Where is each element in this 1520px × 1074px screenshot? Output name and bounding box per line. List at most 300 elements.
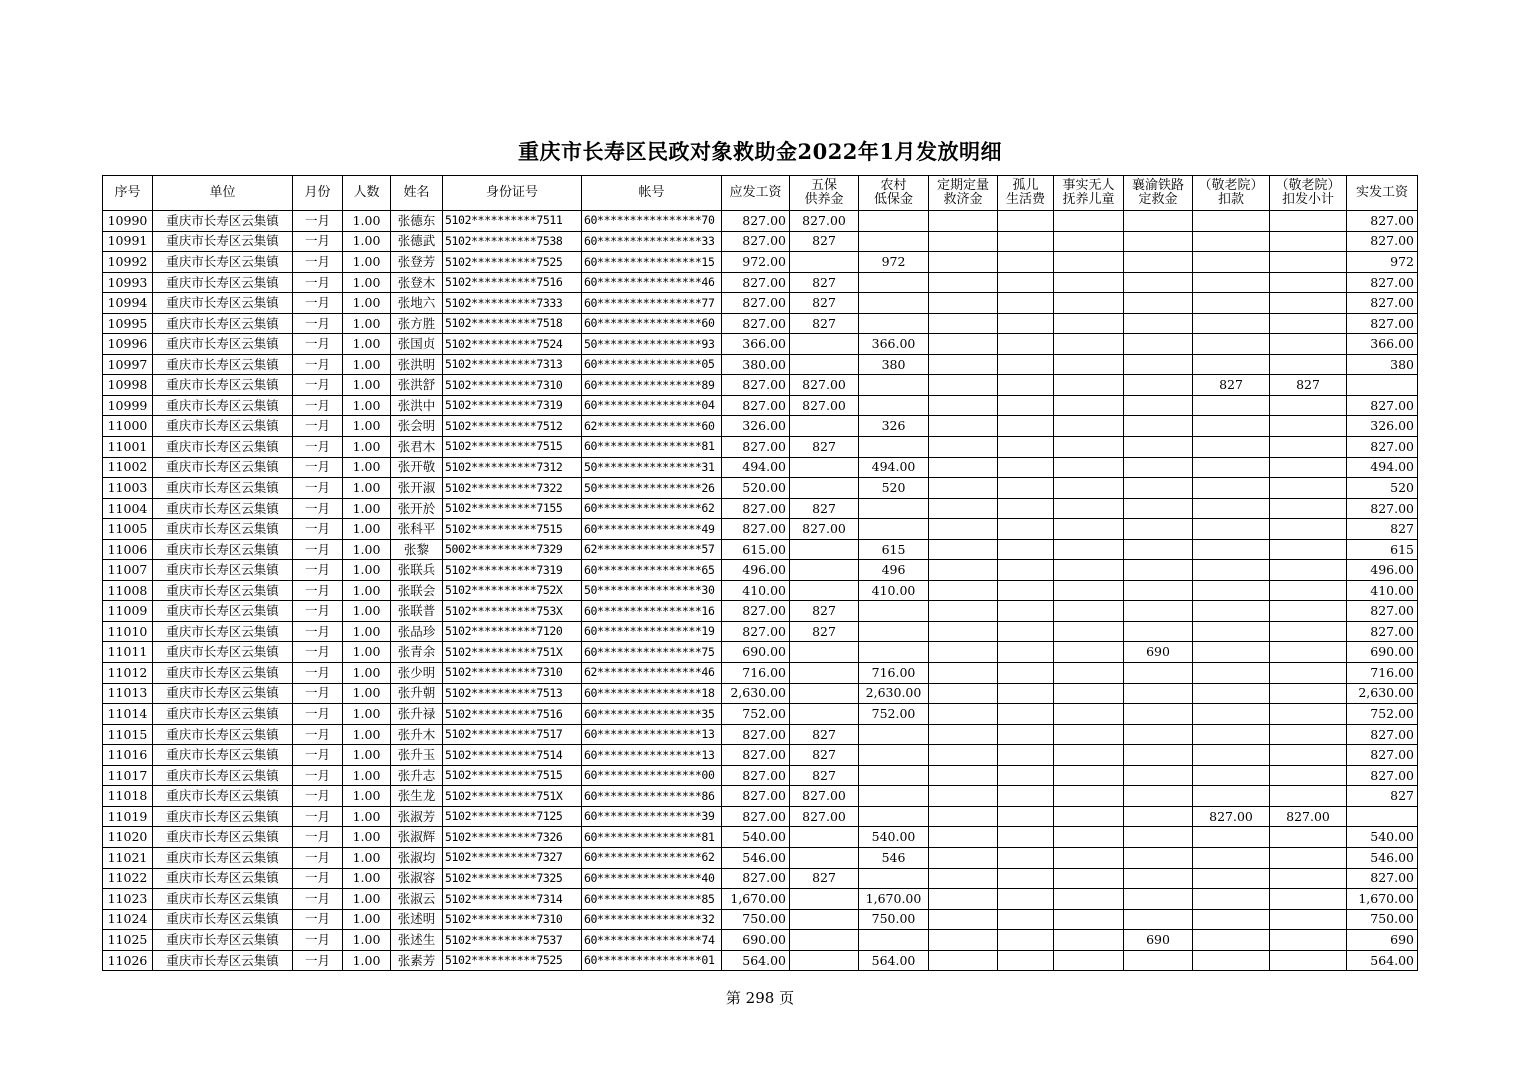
col-name-cell: 张科平 <box>391 519 443 540</box>
col-payable-cell: 827.00 <box>722 231 790 252</box>
col-name-cell: 张淑辉 <box>391 827 443 848</box>
col-fixed-relief-cell <box>929 272 998 293</box>
col-count-cell: 1.00 <box>343 704 391 725</box>
col-seq-cell: 11018 <box>103 786 153 807</box>
col-fixed-relief-cell <box>929 909 998 930</box>
col-seq-cell: 11008 <box>103 580 153 601</box>
col-id-number-cell: 5102**********7313 <box>443 354 582 375</box>
col-name-cell: 张联普 <box>391 601 443 622</box>
col-account-cell: 60****************81 <box>582 827 722 848</box>
col-wubao-cell: 827 <box>790 313 859 334</box>
col-nursing-deduct-cell <box>1193 293 1270 314</box>
col-nursing-deduct-cell <box>1193 231 1270 252</box>
col-nursing-deduct-cell <box>1193 868 1270 889</box>
col-nursing-subtotal-cell <box>1270 704 1347 725</box>
col-wubao-cell: 827 <box>790 765 859 786</box>
col-unit-cell: 重庆市长寿区云集镇 <box>153 437 293 458</box>
col-month-cell: 一月 <box>293 745 343 766</box>
col-rural-dibao-cell: 972 <box>859 252 929 273</box>
col-rural-dibao-cell <box>859 765 929 786</box>
col-rural-dibao-cell <box>859 786 929 807</box>
col-payable-cell: 380.00 <box>722 354 790 375</box>
col-wubao-cell: 827.00 <box>790 519 859 540</box>
col-account-cell: 60****************89 <box>582 375 722 396</box>
col-name-cell: 张洪舒 <box>391 375 443 396</box>
col-month-cell: 一月 <box>293 457 343 478</box>
table-row <box>103 663 1418 684</box>
col-actual-pay-cell: 1,670.00 <box>1347 889 1418 910</box>
col-name-cell: 张君木 <box>391 437 443 458</box>
col-wubao-cell <box>790 683 859 704</box>
col-de-facto-orphan-cell <box>1054 642 1124 663</box>
col-fixed-relief-cell <box>929 704 998 725</box>
col-actual-pay-cell: 827.00 <box>1347 272 1418 293</box>
col-count-header: 人数 <box>343 176 391 211</box>
col-nursing-deduct-cell <box>1193 765 1270 786</box>
col-name-cell: 张述明 <box>391 909 443 930</box>
col-unit-cell: 重庆市长寿区云集镇 <box>153 457 293 478</box>
col-nursing-subtotal-cell <box>1270 211 1347 232</box>
col-id-number-cell: 5002**********7329 <box>443 539 582 560</box>
col-id-number-cell: 5102**********7125 <box>443 806 582 827</box>
table-row <box>103 560 1418 581</box>
col-payable-cell: 827.00 <box>722 272 790 293</box>
col-nursing-subtotal-cell <box>1270 827 1347 848</box>
col-month-cell: 一月 <box>293 663 343 684</box>
col-rural-dibao-cell: 2,630.00 <box>859 683 929 704</box>
col-payable-cell: 564.00 <box>722 950 790 971</box>
col-de-facto-orphan-cell <box>1054 601 1124 622</box>
col-seq-cell: 11025 <box>103 930 153 951</box>
col-month-header: 月份 <box>293 176 343 211</box>
col-actual-pay-cell <box>1347 806 1418 827</box>
col-count-cell: 1.00 <box>343 539 391 560</box>
col-count-cell: 1.00 <box>343 765 391 786</box>
col-fixed-relief-cell <box>929 231 998 252</box>
col-name-cell: 张黎 <box>391 539 443 560</box>
col-actual-pay-cell: 520 <box>1347 478 1418 499</box>
col-nursing-deduct-cell: 827.00 <box>1193 806 1270 827</box>
col-fixed-relief-cell <box>929 601 998 622</box>
table-row <box>103 930 1418 951</box>
col-count-cell: 1.00 <box>343 724 391 745</box>
col-month-cell: 一月 <box>293 601 343 622</box>
col-name-cell: 张德东 <box>391 211 443 232</box>
col-rural-dibao-cell <box>859 601 929 622</box>
col-actual-pay-cell: 827.00 <box>1347 498 1418 519</box>
col-fixed-relief-cell <box>929 354 998 375</box>
col-month-cell: 一月 <box>293 642 343 663</box>
col-payable-cell: 827.00 <box>722 745 790 766</box>
col-railway-relief-cell <box>1124 519 1193 540</box>
col-nursing-subtotal-cell <box>1270 909 1347 930</box>
col-account-cell: 60****************75 <box>582 642 722 663</box>
col-nursing-deduct-cell <box>1193 560 1270 581</box>
col-name-cell: 张素芳 <box>391 950 443 971</box>
col-rural-dibao-cell: 520 <box>859 478 929 499</box>
col-orphan-cell <box>998 519 1054 540</box>
col-nursing-deduct-cell <box>1193 519 1270 540</box>
col-fixed-relief-cell <box>929 847 998 868</box>
col-account-cell: 60****************49 <box>582 519 722 540</box>
col-payable-cell: 520.00 <box>722 478 790 499</box>
col-wubao-cell: 827 <box>790 868 859 889</box>
col-name-cell: 张洪明 <box>391 354 443 375</box>
col-id-number-cell: 5102**********7310 <box>443 909 582 930</box>
col-id-number-cell: 5102**********7511 <box>443 211 582 232</box>
col-rural-dibao-cell: 410.00 <box>859 580 929 601</box>
col-orphan-cell <box>998 930 1054 951</box>
col-unit-cell: 重庆市长寿区云集镇 <box>153 930 293 951</box>
col-orphan-header: 孤儿 生活费 <box>998 176 1054 211</box>
col-de-facto-orphan-cell <box>1054 334 1124 355</box>
col-nursing-subtotal-cell <box>1270 313 1347 334</box>
col-actual-pay-cell: 546.00 <box>1347 847 1418 868</box>
col-payable-cell: 615.00 <box>722 539 790 560</box>
col-fixed-relief-cell <box>929 293 998 314</box>
col-payable-cell: 752.00 <box>722 704 790 725</box>
col-orphan-cell <box>998 580 1054 601</box>
table-row <box>103 334 1418 355</box>
col-month-cell: 一月 <box>293 786 343 807</box>
col-unit-cell: 重庆市长寿区云集镇 <box>153 909 293 930</box>
col-fixed-relief-cell <box>929 457 998 478</box>
col-id-number-cell: 5102**********7515 <box>443 765 582 786</box>
col-id-number-cell: 5102**********7513 <box>443 683 582 704</box>
col-actual-pay-cell: 827.00 <box>1347 395 1418 416</box>
col-id-number-cell: 5102**********7310 <box>443 663 582 684</box>
col-railway-relief-cell <box>1124 272 1193 293</box>
col-railway-relief-cell <box>1124 950 1193 971</box>
col-nursing-subtotal-cell <box>1270 354 1347 375</box>
col-name-cell: 张国贞 <box>391 334 443 355</box>
col-seq-cell: 10995 <box>103 313 153 334</box>
col-orphan-cell <box>998 889 1054 910</box>
col-month-cell: 一月 <box>293 930 343 951</box>
col-wubao-cell: 827 <box>790 293 859 314</box>
table-row <box>103 868 1418 889</box>
col-railway-relief-cell <box>1124 293 1193 314</box>
col-account-cell: 60****************77 <box>582 293 722 314</box>
col-rural-dibao-cell <box>859 745 929 766</box>
col-orphan-cell <box>998 806 1054 827</box>
col-id-number-cell: 5102**********7525 <box>443 252 582 273</box>
col-actual-pay-header: 实发工资 <box>1347 176 1418 211</box>
col-orphan-cell <box>998 478 1054 499</box>
col-de-facto-orphan-cell <box>1054 724 1124 745</box>
col-count-cell: 1.00 <box>343 580 391 601</box>
col-account-cell: 60****************40 <box>582 868 722 889</box>
col-nursing-subtotal-header: （敬老院） 扣发小计 <box>1270 176 1347 211</box>
col-wubao-cell: 827.00 <box>790 375 859 396</box>
col-de-facto-orphan-cell <box>1054 663 1124 684</box>
document-title: 重庆市长寿区民政对象救助金2022年1月发放明细 <box>517 139 1003 164</box>
col-seq-cell: 11012 <box>103 663 153 684</box>
col-seq-cell: 11016 <box>103 745 153 766</box>
col-rural-dibao-cell <box>859 272 929 293</box>
col-railway-relief-cell <box>1124 478 1193 499</box>
col-account-cell: 60****************16 <box>582 601 722 622</box>
col-actual-pay-cell <box>1347 375 1418 396</box>
table-row <box>103 745 1418 766</box>
col-name-cell: 张淑芳 <box>391 806 443 827</box>
col-seq-cell: 11013 <box>103 683 153 704</box>
col-nursing-subtotal-cell <box>1270 252 1347 273</box>
col-rural-dibao-cell: 750.00 <box>859 909 929 930</box>
col-month-cell: 一月 <box>293 293 343 314</box>
col-de-facto-orphan-cell <box>1054 868 1124 889</box>
col-rural-dibao-cell <box>859 395 929 416</box>
col-account-cell: 60****************60 <box>582 313 722 334</box>
col-name-cell: 张升木 <box>391 724 443 745</box>
col-unit-cell: 重庆市长寿区云集镇 <box>153 375 293 396</box>
table-row <box>103 252 1418 273</box>
col-nursing-deduct-cell <box>1193 437 1270 458</box>
col-count-cell: 1.00 <box>343 252 391 273</box>
col-fixed-relief-cell <box>929 621 998 642</box>
col-account-cell: 62****************46 <box>582 663 722 684</box>
col-payable-cell: 690.00 <box>722 930 790 951</box>
col-payable-cell: 827.00 <box>722 601 790 622</box>
col-payable-cell: 827.00 <box>722 806 790 827</box>
col-fixed-relief-cell <box>929 334 998 355</box>
col-month-cell: 一月 <box>293 519 343 540</box>
col-nursing-deduct-cell <box>1193 457 1270 478</box>
col-count-cell: 1.00 <box>343 621 391 642</box>
col-nursing-deduct-cell <box>1193 211 1270 232</box>
col-de-facto-orphan-cell <box>1054 889 1124 910</box>
col-orphan-cell <box>998 272 1054 293</box>
col-account-cell: 60****************39 <box>582 806 722 827</box>
col-wubao-cell: 827 <box>790 745 859 766</box>
col-railway-relief-cell <box>1124 765 1193 786</box>
col-name-cell: 张开於 <box>391 498 443 519</box>
col-name-cell: 张洪中 <box>391 395 443 416</box>
col-orphan-cell <box>998 457 1054 478</box>
col-de-facto-orphan-cell <box>1054 395 1124 416</box>
page-number: 第 298 页 <box>725 989 795 1007</box>
col-seq-cell: 11005 <box>103 519 153 540</box>
col-nursing-deduct-cell <box>1193 601 1270 622</box>
col-wubao-cell <box>790 663 859 684</box>
col-unit-cell: 重庆市长寿区云集镇 <box>153 498 293 519</box>
col-nursing-subtotal-cell <box>1270 601 1347 622</box>
col-payable-cell: 827.00 <box>722 313 790 334</box>
col-nursing-deduct-cell <box>1193 354 1270 375</box>
col-id-number-cell: 5102**********7120 <box>443 621 582 642</box>
col-wubao-cell: 827 <box>790 231 859 252</box>
col-name-cell: 张淑均 <box>391 847 443 868</box>
col-name-cell: 张会明 <box>391 416 443 437</box>
table-row <box>103 231 1418 252</box>
table-row <box>103 909 1418 930</box>
col-rural-dibao-cell <box>859 930 929 951</box>
col-seq-cell: 11024 <box>103 909 153 930</box>
table-row <box>103 416 1418 437</box>
col-name-cell: 张开敬 <box>391 457 443 478</box>
col-month-cell: 一月 <box>293 539 343 560</box>
col-nursing-subtotal-cell <box>1270 868 1347 889</box>
col-name-cell: 张开淑 <box>391 478 443 499</box>
col-railway-relief-cell <box>1124 806 1193 827</box>
table-row <box>103 889 1418 910</box>
col-month-cell: 一月 <box>293 765 343 786</box>
col-nursing-deduct-cell: 827 <box>1193 375 1270 396</box>
col-id-number-header: 身份证号 <box>443 176 582 211</box>
col-nursing-deduct-cell <box>1193 786 1270 807</box>
col-nursing-deduct-cell <box>1193 621 1270 642</box>
col-month-cell: 一月 <box>293 683 343 704</box>
col-nursing-subtotal-cell <box>1270 539 1347 560</box>
col-de-facto-orphan-cell <box>1054 847 1124 868</box>
col-rural-dibao-cell <box>859 231 929 252</box>
col-railway-relief-cell <box>1124 786 1193 807</box>
col-fixed-relief-cell <box>929 211 998 232</box>
col-de-facto-orphan-cell <box>1054 437 1124 458</box>
col-count-cell: 1.00 <box>343 745 391 766</box>
col-nursing-subtotal-cell <box>1270 272 1347 293</box>
table-row <box>103 375 1418 396</box>
col-rural-dibao-header: 农村 低保金 <box>859 176 929 211</box>
col-nursing-subtotal-cell <box>1270 765 1347 786</box>
col-unit-cell: 重庆市长寿区云集镇 <box>153 601 293 622</box>
col-actual-pay-cell: 827.00 <box>1347 621 1418 642</box>
table-body <box>103 211 1418 971</box>
col-id-number-cell: 5102**********7155 <box>443 498 582 519</box>
col-account-cell: 60****************05 <box>582 354 722 375</box>
col-de-facto-orphan-cell <box>1054 519 1124 540</box>
col-unit-cell: 重庆市长寿区云集镇 <box>153 806 293 827</box>
col-payable-cell: 494.00 <box>722 457 790 478</box>
col-id-number-cell: 5102**********7333 <box>443 293 582 314</box>
col-wubao-cell: 827 <box>790 621 859 642</box>
col-nursing-deduct-cell <box>1193 827 1270 848</box>
col-unit-cell: 重庆市长寿区云集镇 <box>153 827 293 848</box>
col-rural-dibao-cell <box>859 519 929 540</box>
col-account-cell: 60****************74 <box>582 930 722 951</box>
col-fixed-relief-cell <box>929 395 998 416</box>
col-wubao-cell <box>790 252 859 273</box>
col-seq-cell: 11014 <box>103 704 153 725</box>
col-nursing-deduct-cell <box>1193 950 1270 971</box>
col-orphan-cell <box>998 231 1054 252</box>
col-month-cell: 一月 <box>293 252 343 273</box>
col-rural-dibao-cell: 540.00 <box>859 827 929 848</box>
col-id-number-cell: 5102**********7326 <box>443 827 582 848</box>
col-count-cell: 1.00 <box>343 786 391 807</box>
col-railway-relief-cell <box>1124 560 1193 581</box>
col-nursing-subtotal-cell <box>1270 560 1347 581</box>
col-railway-relief-cell <box>1124 827 1193 848</box>
col-count-cell: 1.00 <box>343 437 391 458</box>
col-rural-dibao-cell: 326 <box>859 416 929 437</box>
col-nursing-subtotal-cell <box>1270 416 1347 437</box>
col-actual-pay-cell: 827.00 <box>1347 211 1418 232</box>
col-orphan-cell <box>998 847 1054 868</box>
col-railway-relief-cell <box>1124 437 1193 458</box>
table-row <box>103 457 1418 478</box>
col-actual-pay-cell: 750.00 <box>1347 909 1418 930</box>
col-fixed-relief-cell <box>929 539 998 560</box>
col-nursing-deduct-cell <box>1193 313 1270 334</box>
col-orphan-cell <box>998 724 1054 745</box>
col-de-facto-orphan-cell <box>1054 930 1124 951</box>
col-fixed-relief-cell <box>929 745 998 766</box>
col-wubao-cell: 827 <box>790 437 859 458</box>
col-wubao-cell <box>790 539 859 560</box>
col-payable-cell: 750.00 <box>722 909 790 930</box>
col-actual-pay-cell: 827.00 <box>1347 601 1418 622</box>
col-railway-relief-header: 襄渝铁路 定救金 <box>1124 176 1193 211</box>
col-id-number-cell: 5102**********7516 <box>443 272 582 293</box>
col-rural-dibao-cell <box>859 806 929 827</box>
col-nursing-subtotal-cell <box>1270 293 1347 314</box>
col-id-number-cell: 5102**********7322 <box>443 478 582 499</box>
col-seq-cell: 11022 <box>103 868 153 889</box>
col-railway-relief-cell: 690 <box>1124 642 1193 663</box>
col-wubao-cell: 827.00 <box>790 211 859 232</box>
col-wubao-cell <box>790 416 859 437</box>
col-seq-cell: 11019 <box>103 806 153 827</box>
col-orphan-cell <box>998 375 1054 396</box>
col-count-cell: 1.00 <box>343 868 391 889</box>
col-count-cell: 1.00 <box>343 909 391 930</box>
col-month-cell: 一月 <box>293 580 343 601</box>
col-fixed-relief-cell <box>929 560 998 581</box>
col-unit-cell: 重庆市长寿区云集镇 <box>153 642 293 663</box>
col-account-cell: 60****************35 <box>582 704 722 725</box>
col-name-cell: 张登木 <box>391 272 443 293</box>
col-fixed-relief-cell <box>929 827 998 848</box>
col-actual-pay-cell: 827.00 <box>1347 313 1418 334</box>
col-railway-relief-cell <box>1124 621 1193 642</box>
col-actual-pay-cell: 540.00 <box>1347 827 1418 848</box>
col-orphan-cell <box>998 313 1054 334</box>
col-seq-cell: 10993 <box>103 272 153 293</box>
col-railway-relief-cell <box>1124 416 1193 437</box>
col-count-cell: 1.00 <box>343 642 391 663</box>
col-actual-pay-cell: 972 <box>1347 252 1418 273</box>
col-rural-dibao-cell: 380 <box>859 354 929 375</box>
col-id-number-cell: 5102**********752X <box>443 580 582 601</box>
col-railway-relief-cell <box>1124 580 1193 601</box>
col-account-cell: 50****************26 <box>582 478 722 499</box>
col-count-cell: 1.00 <box>343 560 391 581</box>
col-nursing-subtotal-cell <box>1270 745 1347 766</box>
col-de-facto-orphan-cell <box>1054 909 1124 930</box>
col-payable-cell: 2,630.00 <box>722 683 790 704</box>
col-id-number-cell: 5102**********7319 <box>443 560 582 581</box>
col-seq-cell: 11001 <box>103 437 153 458</box>
col-name-cell: 张升禄 <box>391 704 443 725</box>
col-seq-cell: 10992 <box>103 252 153 273</box>
col-account-cell: 60****************85 <box>582 889 722 910</box>
col-count-cell: 1.00 <box>343 601 391 622</box>
table-row <box>103 293 1418 314</box>
col-account-cell: 50****************30 <box>582 580 722 601</box>
col-unit-cell: 重庆市长寿区云集镇 <box>153 334 293 355</box>
col-nursing-deduct-cell <box>1193 745 1270 766</box>
col-de-facto-orphan-cell <box>1054 560 1124 581</box>
table-row <box>103 519 1418 540</box>
col-rural-dibao-cell <box>859 211 929 232</box>
col-payable-cell: 827.00 <box>722 724 790 745</box>
col-nursing-subtotal-cell <box>1270 478 1347 499</box>
col-fixed-relief-cell <box>929 437 998 458</box>
col-fixed-relief-cell <box>929 642 998 663</box>
col-seq-cell: 10994 <box>103 293 153 314</box>
col-orphan-cell <box>998 745 1054 766</box>
